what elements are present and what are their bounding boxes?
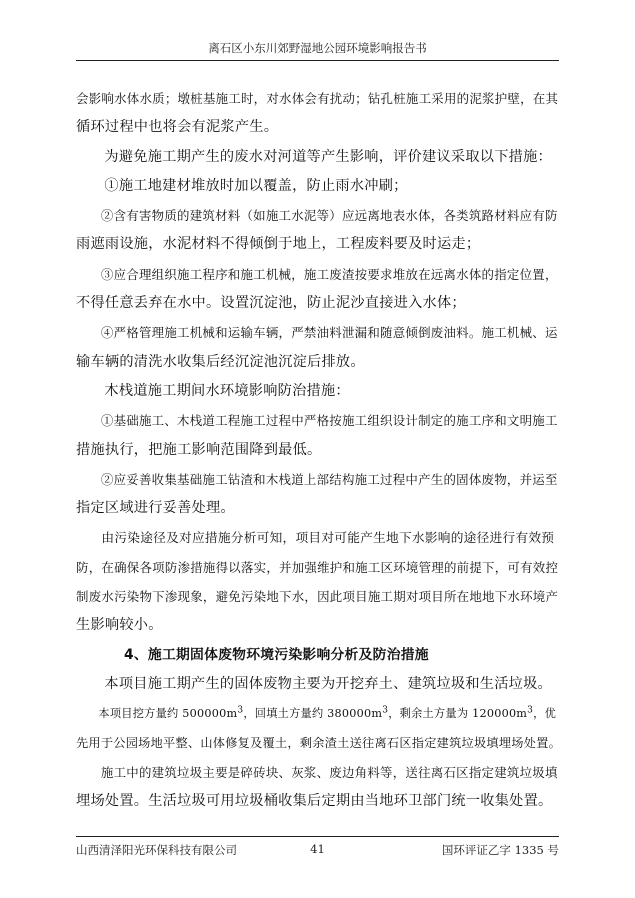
text-line: 本项目施工期产生的固体废物主要为开挖弃土、建筑垃圾和生活垃圾。 <box>104 675 552 692</box>
text-line: ①施工地建材堆放时加以覆盖，防止雨水冲刷； <box>104 177 408 194</box>
header-title: 离石区小东川郊野湿地公园环境影响报告书 <box>208 41 427 55</box>
page-number: 41 <box>310 842 325 856</box>
text-line: ①基础施工、木栈道工程施工过程中严格按施工组织设计制定的施工序和文明施工 <box>100 413 558 429</box>
superscript: 3 <box>382 705 389 716</box>
text-line: ④严格管理施工机械和运输车辆，严禁油料泄漏和随意倾倒废油料。施工机械、运 <box>100 325 558 341</box>
text-line: ②含有害物质的建筑材料（如施工水泥等）应远离地表水体，各类筑路材料应有防 <box>100 208 558 224</box>
text-line: 制废水污染物下渗现象，避免污染地下水，因此项目施工期对项目所在地地下水环境产 <box>76 589 559 605</box>
text-line: 为避免施工期产生的废水对河道等产生影响，评价建议采取以下措施： <box>104 148 552 165</box>
section-heading: 4、施工期固体废物环境污染影响分析及防治措施 <box>124 646 429 663</box>
document-body <box>76 84 562 816</box>
text-line: 由污染途径及对应措施分析可知，项目对可能产生地下水影响的途径进行有效预 <box>101 530 555 546</box>
text-line: 会影响水体水质；墩桩基施工时，对水体会有扰动；钻孔桩施工采用的泥浆护壁，在其 <box>76 91 559 106</box>
text-line: 措施执行，把施工影响范围降到最低。 <box>76 441 322 458</box>
page-header <box>76 40 559 56</box>
text-line: 循环过程中也将会有泥浆产生。 <box>76 119 279 136</box>
text-line: 雨遮雨设施，水泥材料不得倾倒于地上，工程废料要及时运走； <box>76 236 481 253</box>
text-line: 木栈道施工期间水环境影响防治措施： <box>104 382 350 399</box>
text-line: 生影响较小。 <box>76 617 163 634</box>
text-line <box>76 699 562 728</box>
text-run: 本项目挖方量约 500000m <box>98 707 238 721</box>
superscript: 3 <box>237 705 244 716</box>
footer-certificate: 国环评证乙字 1335 号 <box>441 843 559 857</box>
text-line: 埋场处置。生活垃圾可用垃圾桶收集后定期由当地环卫部门统一收集处置。 <box>76 793 553 810</box>
text-run: ，剩余土方量为 120000m <box>388 707 528 721</box>
header-divider <box>76 60 559 61</box>
text-line: ③应合理组织施工程序和施工机械，施工废渣按要求堆放在远离水体的指定位置， <box>100 266 558 282</box>
text-run: ，回填土方量约 380000m <box>243 707 383 721</box>
text-line: 先用于公园场地平整、山体修复及覆土，剩余渣土送往离石区指定建筑垃圾填埋场处置。 <box>76 735 562 750</box>
superscript: 3 <box>527 705 534 716</box>
text-line: 施工中的建筑垃圾主要是碎砖块、灰浆、废边角料等，送往离石区指定建筑垃圾填 <box>100 764 558 780</box>
footer-company: 山西清泽阳光环保科技有限公司 <box>76 843 237 857</box>
text-run: ，优 <box>533 707 557 721</box>
text-line: 不得任意丢弃在水中。设置沉淀池，防止泥沙直接进入水体； <box>76 295 466 312</box>
text-line: 指定区域进行妥善处理。 <box>76 500 235 517</box>
footer-divider <box>76 836 559 837</box>
text-line: 输车辆的清洗水收集后经沉淀池沉淀后排放。 <box>76 353 365 370</box>
text-line: ②应妥善收集基础施工钻渣和木栈道上部结构施工过程中产生的固体废物，并运至 <box>100 471 558 487</box>
text-line: 防，在确保各项防渗措施得以落实，并加强维护和施工区环境管理的前提下，可有效控 <box>76 559 559 575</box>
